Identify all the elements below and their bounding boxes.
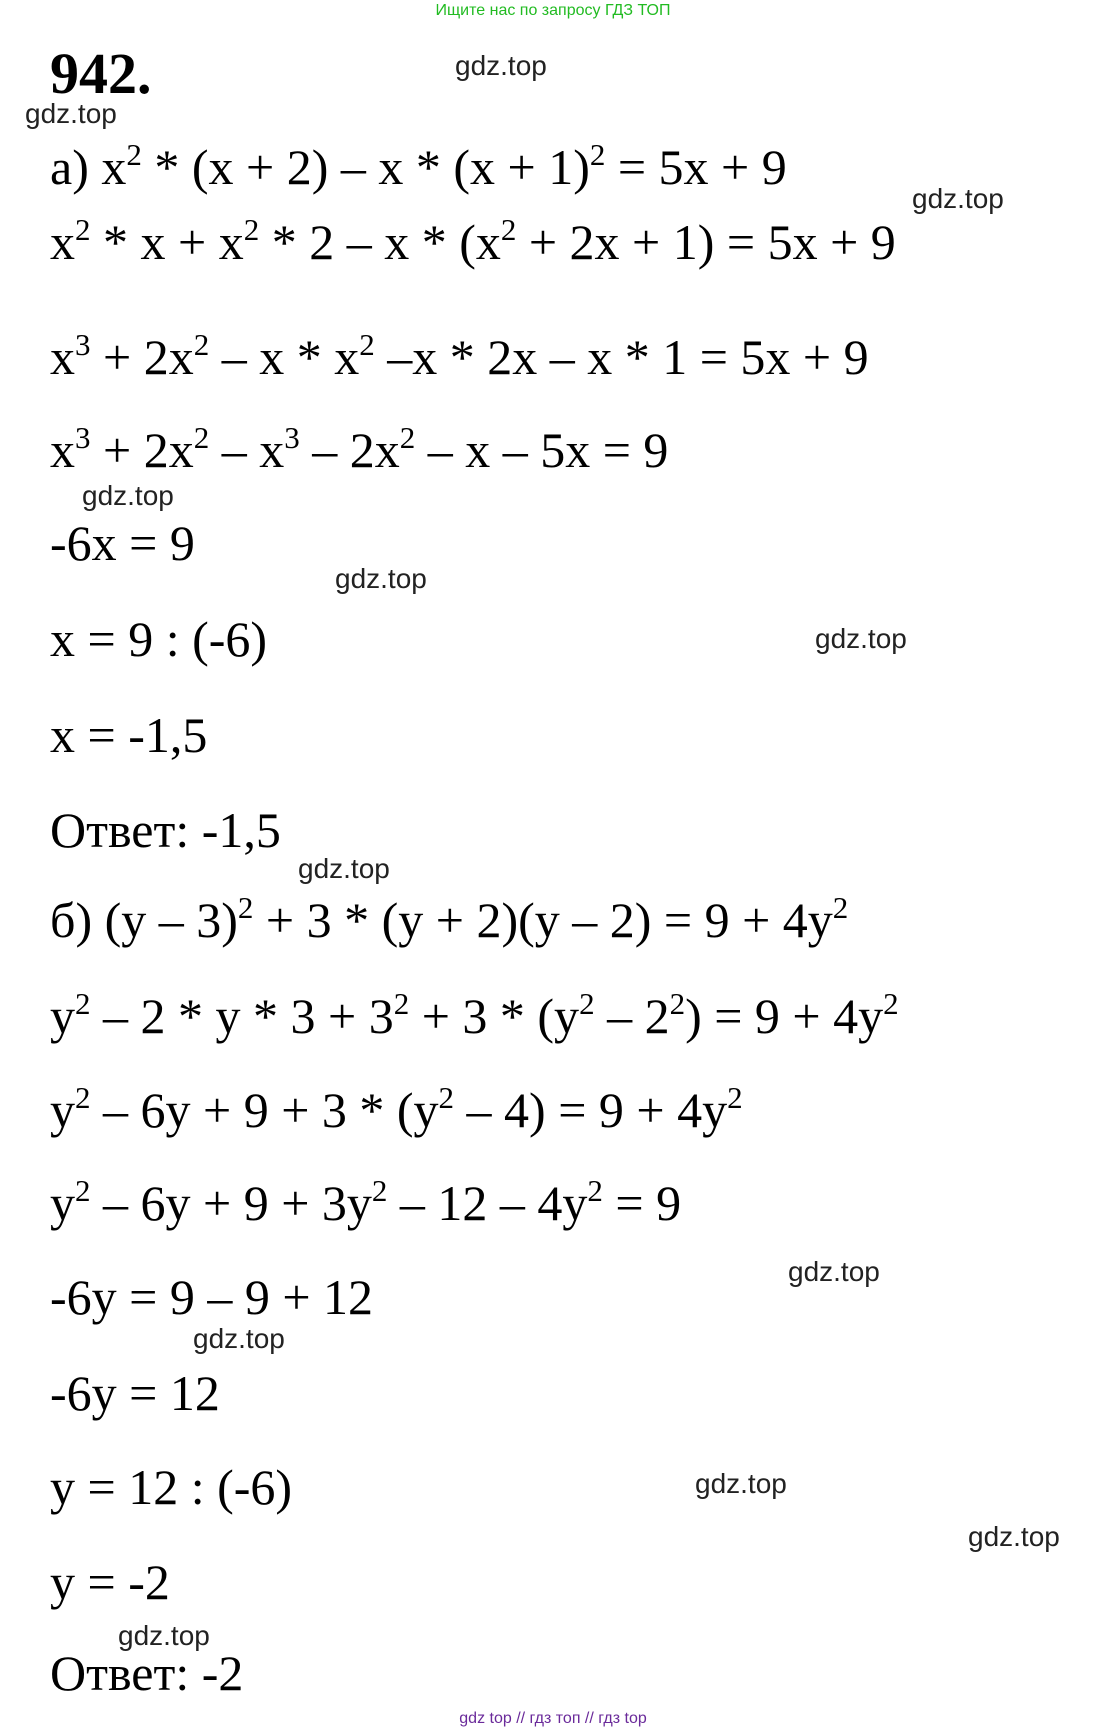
watermark-text: gdz.top [25, 98, 117, 129]
equation-line-b2: $y^2 - 2 * y * 3 + 3^2 + 3 * (y^2 - 2^2) = 9 + 4y^2$ [50, 986, 899, 1044]
equation-line-b7: y = 12 : (-6) [50, 1459, 293, 1515]
watermark-text: gdz.top [298, 853, 390, 884]
top-banner[interactable]: Ищите нас по запросу ГДЗ ТОП [435, 2, 671, 19]
watermark-text: gdz.top [912, 183, 1004, 214]
equation-line-b5: -6y = 9 – 9 + 12 [50, 1269, 374, 1325]
watermark-text: gdz.top [788, 1256, 880, 1287]
equation-line-a4: $x^3 + 2x^2 - x^3 - 2x^2 - x - 5x = 9$ [50, 420, 669, 478]
watermark-text: gdz.top [82, 480, 174, 511]
equation-line-b1: б) $(y - 3)^2 + 3 * (y + 2)(y - 2) = 9 + 4y^2$ [50, 890, 849, 948]
watermark-text: gdz.top [118, 1620, 210, 1651]
answer-b: Ответ: -2 [50, 1645, 244, 1701]
equation-line-b4: $y^2 - 6y + 9 + 3y^2 - 12 - 4y^2 = 9$ [50, 1173, 682, 1231]
footer-links[interactable]: gdz top // гдз топ // гдз top [459, 1710, 647, 1727]
watermark-text: gdz.top [815, 623, 907, 654]
equation-line-a3: $x^3 + 2x^2 - x * x^2$ –x * 2x – x * 1 = 5x + 9 [50, 327, 869, 385]
watermark-text: gdz.top [335, 563, 427, 594]
equation-line-b6: -6y = 12 [50, 1365, 220, 1421]
equation-line-a1: а) $x^2 * (x + 2) - x * (x + 1)^2 = 5x + 9$ [50, 137, 787, 195]
equation-line-a2: $x^2 * x + x^2 * 2 - x * (x^2 + 2x + 1) = 5x + 9$ [50, 212, 896, 270]
watermark-text: gdz.top [455, 50, 547, 81]
answer-a: Ответ: -1,5 [50, 802, 281, 858]
watermark-text: gdz.top [193, 1323, 285, 1354]
equation-line-b8: y = -2 [50, 1554, 170, 1610]
task-number: 942. [50, 41, 152, 106]
watermark-text: gdz.top [968, 1521, 1060, 1552]
watermark-text: gdz.top [695, 1468, 787, 1499]
equation-line-a6: x = 9 : (-6) [50, 611, 268, 667]
equation-line-a7: x = -1,5 [50, 707, 208, 763]
equation-line-b3: $y^2 - 6y + 9 + 3 * (y^2 - 4) = 9 + 4y^2$ [50, 1080, 743, 1138]
equation-line-a5: -6x = 9 [50, 515, 195, 571]
